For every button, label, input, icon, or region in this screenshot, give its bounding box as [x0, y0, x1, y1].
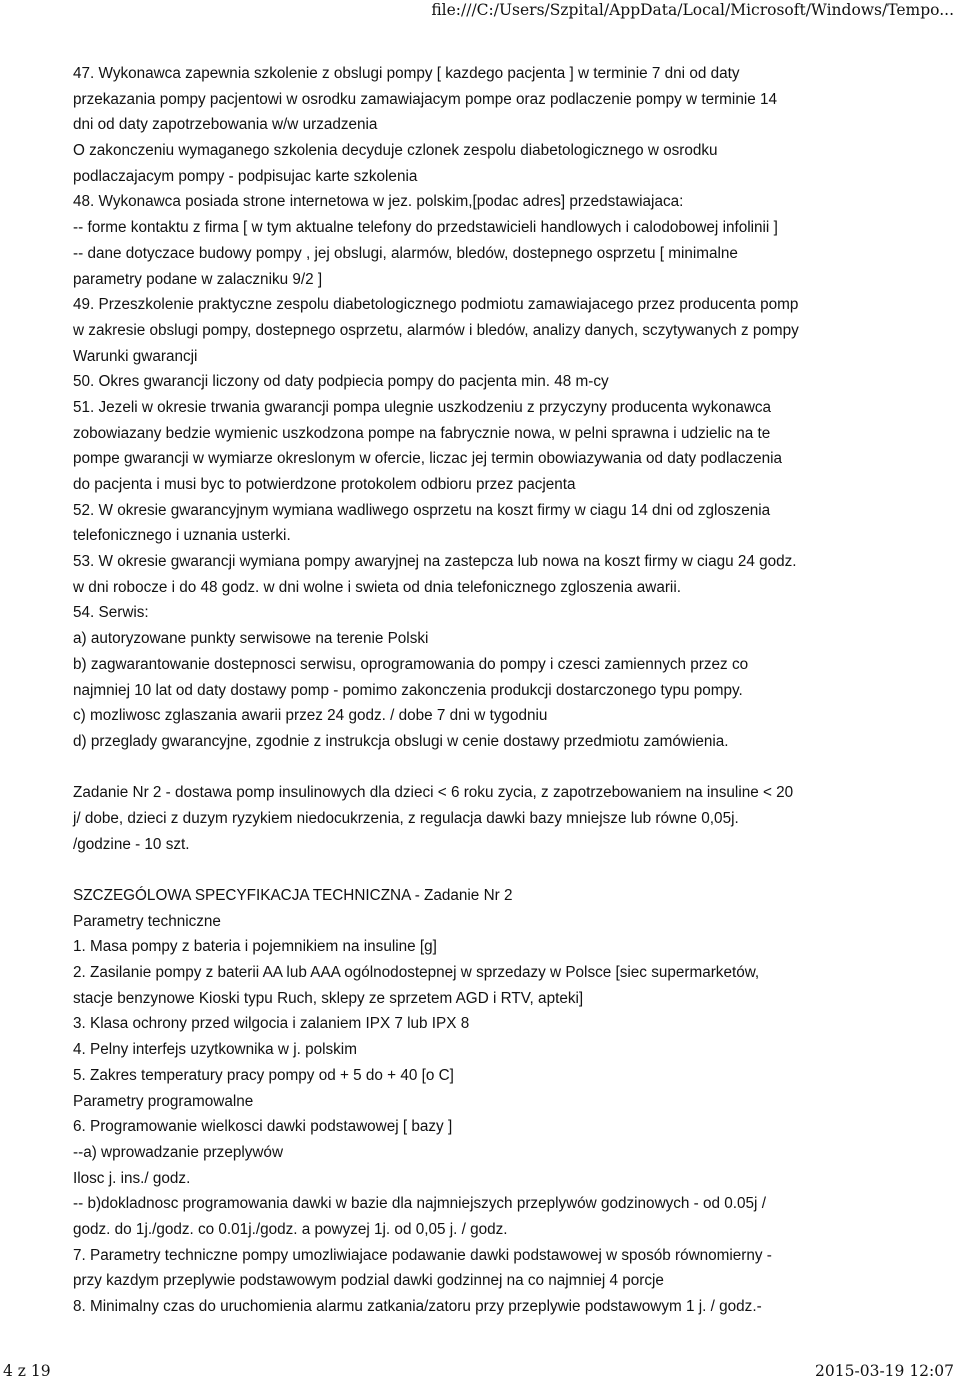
text-line: 49. Przeszkolenie praktyczne zespolu diabetologicznego podmiotu zamawiajacego przez producenta pomp [73, 296, 799, 314]
text-line: zobowiazany bedzie wymienic uszkodzona pompe na fabrycznie nowa, w pelni sprawna i udzielic na te [73, 424, 771, 442]
text-line: przy kazdym przeplywie podstawowym podzial dawki godzinnej na co najmniej 4 porcje [73, 1272, 664, 1290]
text-line: do pacjenta i musi byc to potwierdzone protokolem odbioru przez pacjenta [73, 476, 576, 493]
text-line: 54. Serwis: [73, 604, 149, 622]
text-line: 6. Programowanie wielkosci dawki podstawowej [ bazy ] [73, 1118, 453, 1136]
text-line: 4. Pelny interfejs uzytkownika w j. polskim [73, 1041, 357, 1059]
text-line: 8. Minimalny czas do uruchomienia alarmu zatkania/zatoru przy przeplywie podstawowym 1 j. / godz.- [73, 1298, 762, 1315]
print-datetime: 2015-03-19 12:07 [815, 1362, 954, 1380]
text-line: j/ dobe, dzieci z duzym ryzykiem niedocukrzenia, z regulacja dawki bazy mniejsze lub równe 0,05j. [73, 809, 739, 827]
text-line: najmniej 10 lat od daty dostawy pomp - pomimo zakonczenia produkcji dostarczonego typu pompy. [73, 681, 743, 699]
text-line: telefonicznego i uznania usterki. [73, 527, 291, 545]
text-line: parametry podane w zalaczniku 9/2 ] [73, 270, 323, 288]
text-line: d) przeglady gwarancyjne, zgodnie z instrukcja obslugi w cenie dostawy przedmiotu zamówienia. [73, 732, 729, 750]
text-line: 52. W okresie gwarancyjnym wymiana wadliwego osprzetu na koszt firmy w ciagu 14 dni od zgloszenia [73, 501, 771, 519]
text-line: 53. W okresie gwarancji wymiana pompy awaryjnej na zastepcza lub nowa na koszt firmy w ciagu 24 godz. [73, 553, 797, 571]
page-url-header: file:///C:/Users/Szpital/AppData/Local/Microsoft/Windows/Tempo... [431, 1, 954, 19]
text-line: dni od daty zapotrzebowania w/w urzadzenia [73, 116, 378, 134]
text-line: 1. Masa pompy z bateria i pojemnikiem na insuline [g] [73, 938, 437, 956]
text-line: 47. Wykonawca zapewnia szkolenie z obslugi pompy [ kazdego pacjenta ] w terminie 7 dni od daty [73, 65, 740, 82]
text-line: -- dane dotyczace budowy pompy , jej obslugi, alarmów, bledów, dostepnego osprzetu [ minimalne [73, 244, 738, 262]
text-line: 2. Zasilanie pompy z baterii AA lub AAA ogólnodostepnej w sprzedazy w Polsce [siec supermarketów, [73, 964, 760, 982]
text-line: 5. Zakres temperatury pracy pompy od + 5 do + 40 [o C] [73, 1066, 454, 1084]
text-line: --a) wprowadzanie przeplywów [73, 1143, 283, 1161]
text-line: 51. Jezeli w okresie trwania gwarancji pompa ulegnie uszkodzeniu z przyczyny producenta wykonawca [73, 398, 772, 416]
document-body [73, 61, 893, 1320]
text-line: SZCZEGÓLOWA SPECYFIKACJA TECHNICZNA - Zadanie Nr 2 [73, 887, 513, 904]
text-line: a) autoryzowane punkty serwisowe na terenie Polski [73, 630, 429, 648]
text-line: pompe gwarancji w wymiarze okreslonym w ofercie, liczac jej termin obowiazywania od daty podlaczenia [73, 450, 783, 468]
blank-line [73, 857, 893, 883]
text-line: podlaczajacym pompy - podpisujac karte szkolenia [73, 167, 418, 185]
text-line: godz. do 1j./godz. co 0.01j./godz. a powyzej 1j. od 0,05 j. / godz. [73, 1220, 508, 1238]
text-line: b) zagwarantowanie dostepnosci serwisu, oprogramowania do pompy i czesci zamiennych przez co [73, 655, 749, 673]
text-line: 3. Klasa ochrony przed wilgocia i zalaniem IPX 7 lub IPX 8 [73, 1015, 470, 1033]
text-line: w zakresie obslugi pompy, dostepnego osprzetu, alarmów i bledów, analizy danych, sczytywanych z pompy [73, 321, 799, 339]
text-line: 48. Wykonawca posiada strone internetowa w jez. polskim,[podac adres] przedstawiajaca: [73, 193, 684, 211]
blank-line [73, 755, 893, 781]
text-line: c) mozliwosc zglaszania awarii przez 24 godz. / dobe 7 dni w tygodniu [73, 707, 548, 725]
text-line: Zadanie Nr 2 - dostawa pomp insulinowych dla dzieci < 6 roku zycia, z zapotrzebowaniem na insuline < 20 [73, 784, 794, 802]
text-line: Ilosc j. ins./ godz. [73, 1169, 191, 1187]
text-line: -- forme kontaktu z firma [ w tym aktualne telefony do przedstawicieli handlowych i calodobowej infolinii ] [73, 219, 778, 237]
text-line: 50. Okres gwarancji liczony od daty podpiecia pompy do pacjenta min. 48 m-cy [73, 373, 609, 391]
text-line: -- b)dokladnosc programowania dawki w bazie dla najmniejszych przeplywów godzinowych - od 0.05j / [73, 1195, 766, 1213]
text-line: stacje benzynowe Kioski typu Ruch, sklepy ze sprzetem AGD i RTV, apteki] [73, 989, 584, 1007]
text-line: Warunki gwarancji [73, 347, 198, 365]
text-line: przekazania pompy pacjentowi w osrodku zamawiajacym pompe oraz podlaczenie pompy w terminie 14 [73, 90, 778, 108]
text-line: 7. Parametry techniczne pompy umozliwiajace podawanie dawki podstawowej w sposób równomierny - [73, 1246, 772, 1264]
text-line: Parametry techniczne [73, 912, 221, 930]
page-number: 4 z 19 [3, 1362, 51, 1380]
text-line: /godzine - 10 szt. [73, 835, 190, 853]
text-line: Parametry programowalne [73, 1092, 254, 1110]
text-line: w dni robocze i do 48 godz. w dni wolne i swieta od dnia telefonicznego zgloszenia awarii. [73, 578, 681, 596]
text-line: O zakonczeniu wymaganego szkolenia decyduje czlonek zespolu diabetologicznego w osrodku [73, 142, 718, 160]
